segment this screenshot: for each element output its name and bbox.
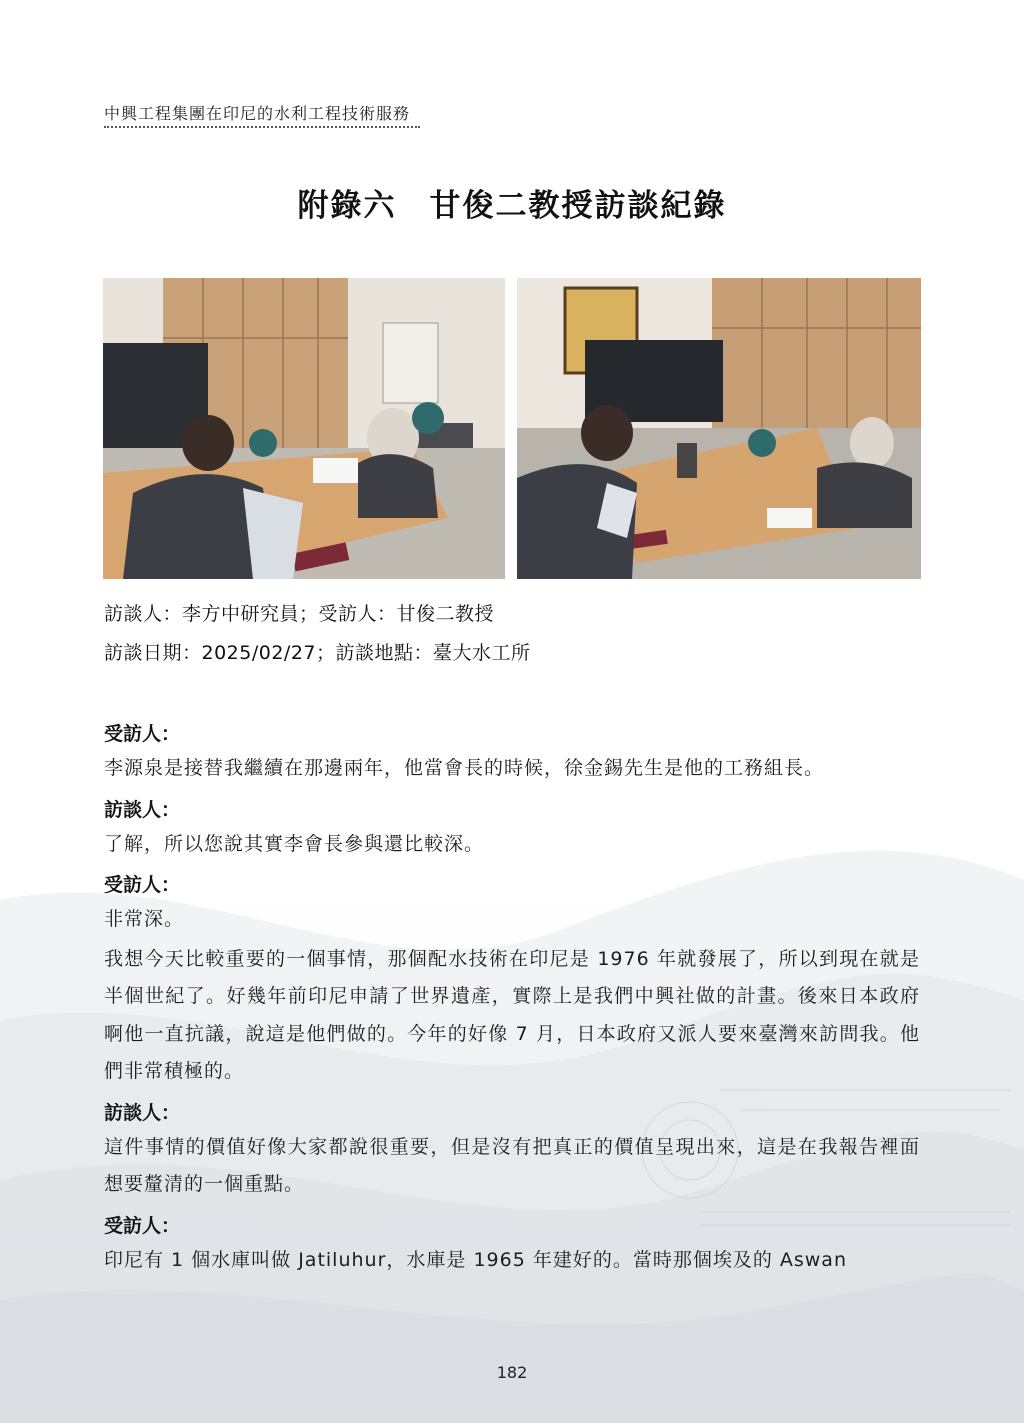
photo-caption-participants: 訪談人：李方中研究員；受訪人：甘俊二教授	[104, 603, 495, 625]
header-dotted-rule	[104, 126, 420, 128]
speaker-label: 訪談人：	[104, 798, 181, 821]
interview-photo-right	[517, 278, 921, 579]
speaker-label: 受訪人：	[104, 874, 181, 896]
speaker-label: 受訪人：	[104, 723, 181, 745]
photo-caption-date-location: 訪談日期：2025/02/27；訪談地點：臺大水工所	[104, 642, 531, 664]
dialogue-paragraph: 我想今天比較重要的一個事情，那個配水技術在印尼是 1976 年就發展了，所以到現在就是半個世紀了。好幾年前印尼申請了世界遺產，實際上是我們中興社做的計畫。後來日本政府啊他一直抗議，說這是他們做的。今年的好像 7 月，日本政府又派人要來臺灣來訪問我。他們非常積極的。	[104, 947, 920, 1082]
interview-photo-left	[103, 278, 505, 579]
dialogue-paragraph: 了解，所以您說其實李會長參與還比較深。	[104, 832, 485, 855]
dialogue-paragraph: 李源泉是接替我繼續在那邊兩年，他當會長的時候，徐金錫先生是他的工務組長。	[104, 757, 825, 779]
dialogue-paragraph: 印尼有 1 個水庫叫做 Jatiluhur，水庫是 1965 年建好的。當時那個埃及的 Aswan	[104, 1248, 847, 1271]
interview-transcript	[104, 718, 920, 1281]
running-header: 中興工程集團在印尼的水利工程技術服務	[104, 104, 411, 123]
dialogue-paragraph: 這件事情的價值好像大家都說很重要，但是沒有把真正的價值呈現出來，這是在我報告裡面想要釐清的一個重點。	[104, 1135, 920, 1195]
dialogue-paragraph: 非常深。	[104, 908, 185, 930]
speaker-label: 受訪人：	[104, 1214, 181, 1237]
page-number: 182	[496, 1363, 528, 1382]
speaker-label: 訪談人：	[104, 1101, 181, 1124]
page-title: 附錄六 甘俊二教授訪談紀錄	[297, 188, 727, 224]
